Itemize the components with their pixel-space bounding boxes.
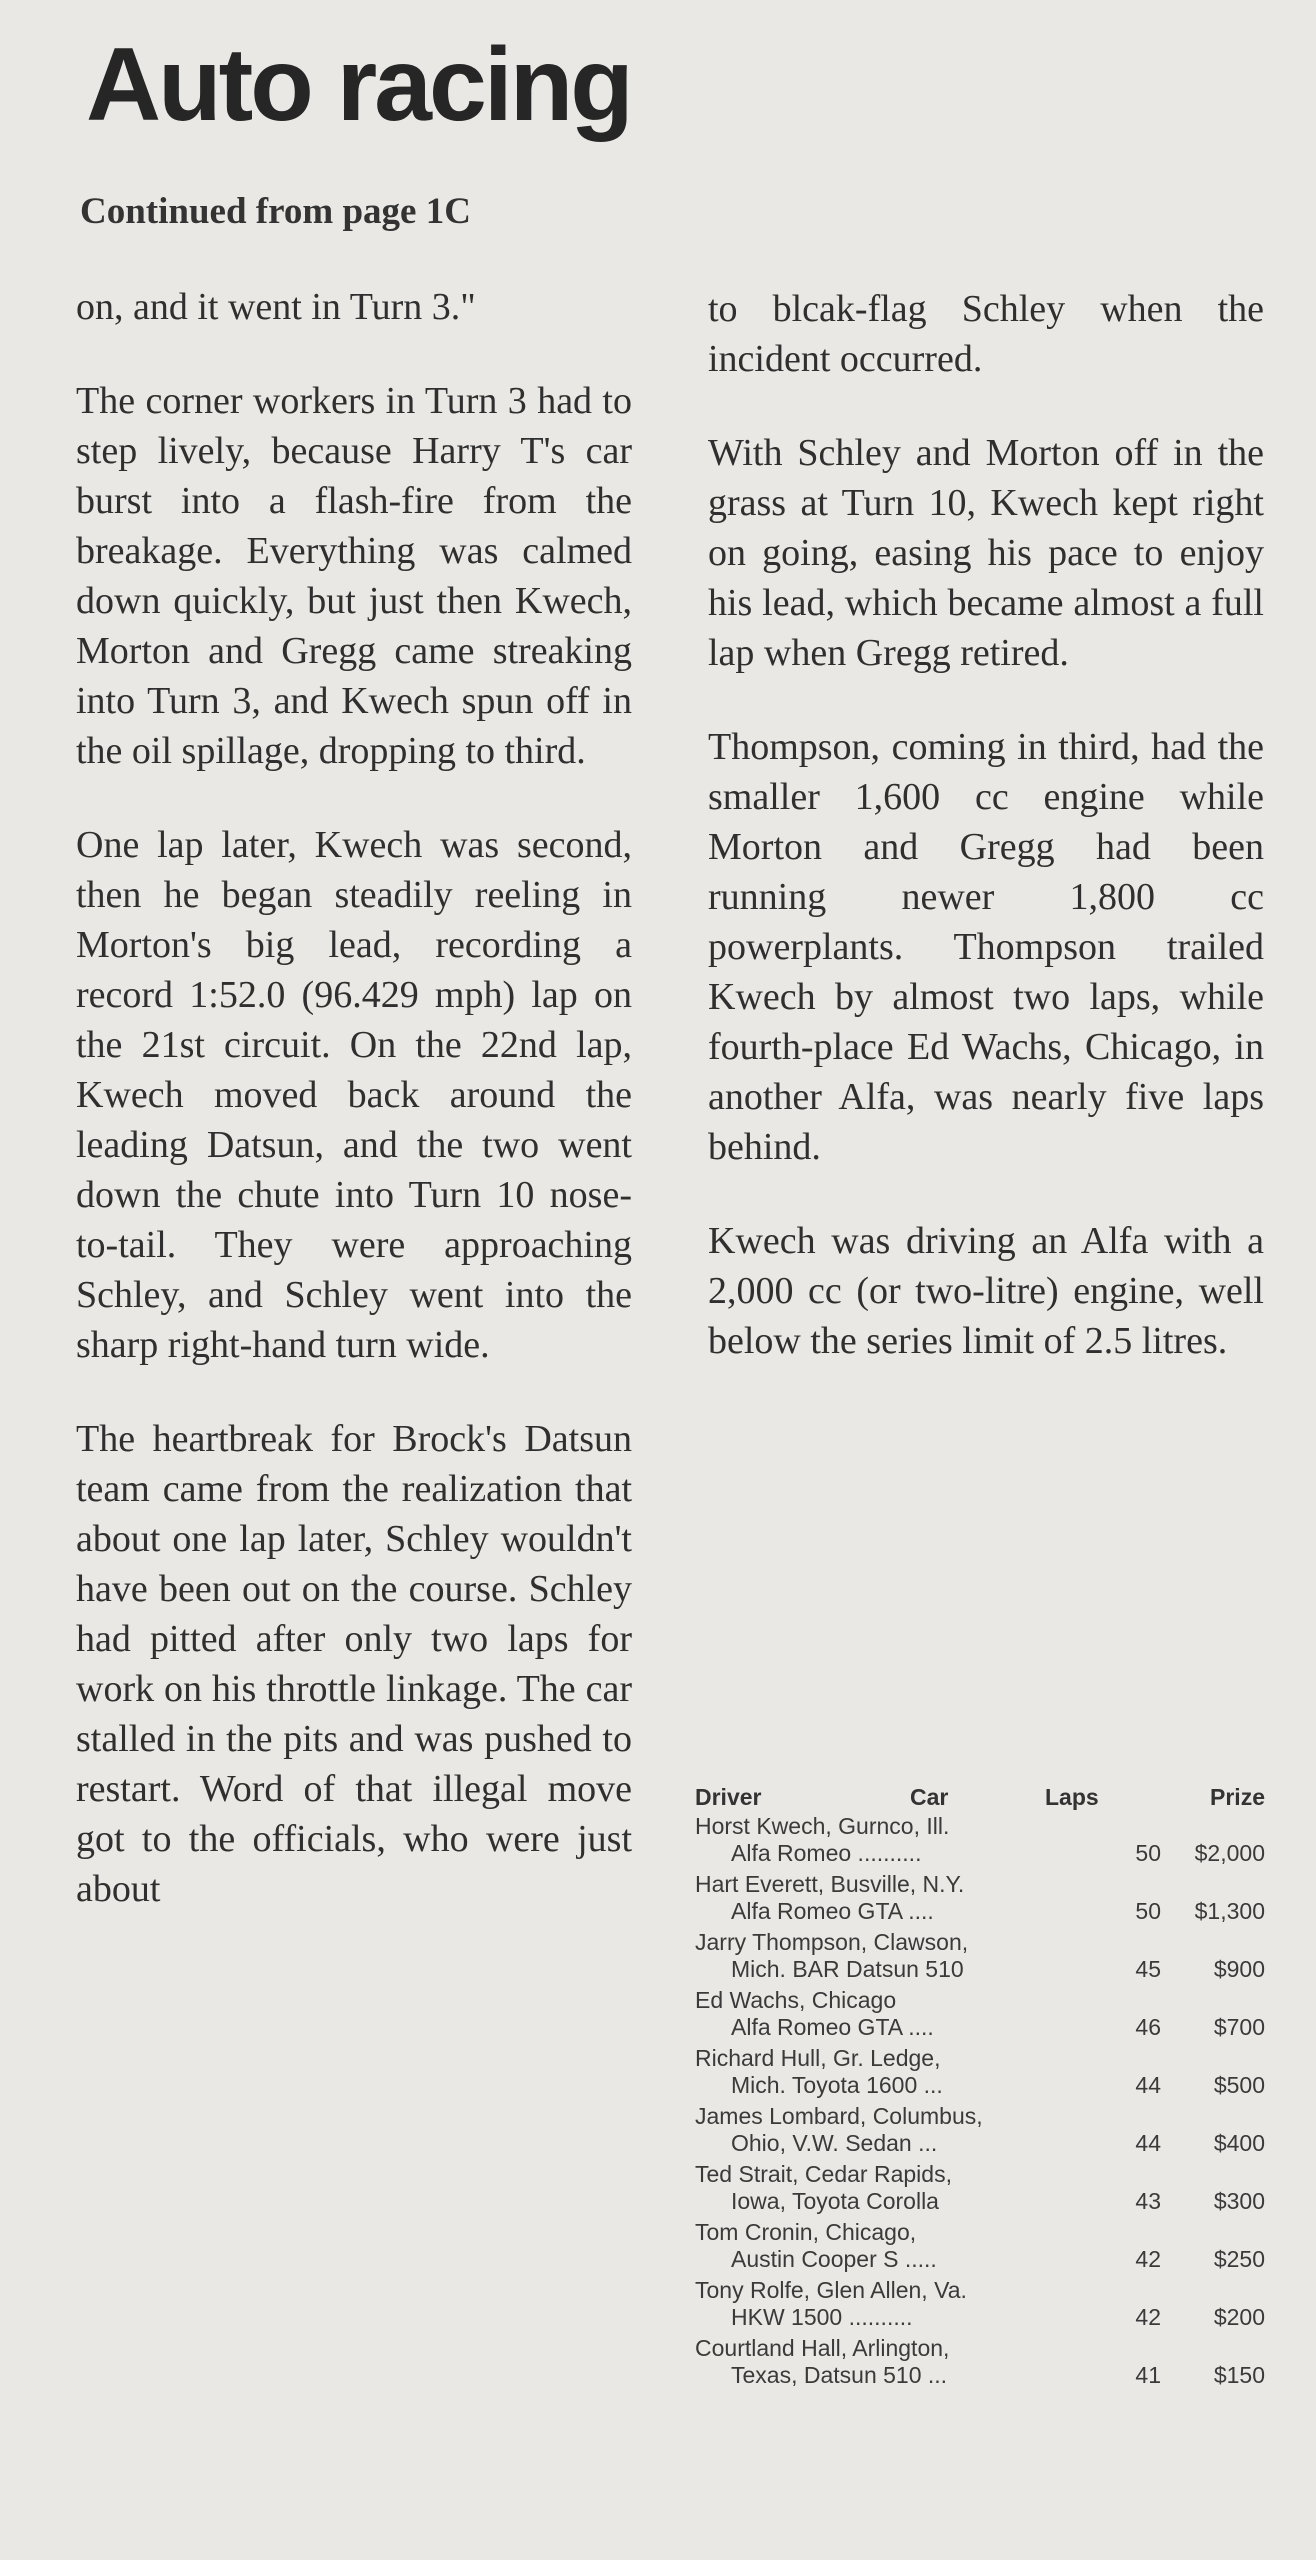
entry-car: Mich. BAR Datsun 510 (731, 1956, 964, 1982)
entry-detail (695, 2072, 1265, 2099)
entry-laps: 41 (1135, 2362, 1161, 2388)
entry-car: Ohio, V.W. Sedan ... (731, 2130, 938, 2156)
entry-driver: Tony Rolfe, Glen Allen, Va. (695, 2277, 967, 2303)
entry-detail (695, 2188, 1265, 2215)
right-column (708, 284, 1264, 1410)
results-row (695, 2161, 1265, 2215)
entry-driver: Horst Kwech, Gurnco, Ill. (695, 1813, 950, 1839)
entry-car: Texas, Datsun 510 ... (731, 2362, 948, 2388)
entry-car: Alfa Romeo .......... (731, 1840, 922, 1866)
article-paragraph: Kwech was driving an Alfa with a 2,000 cc (or two-litre) engine, well below the series limit of 2.5 litres. (708, 1220, 1264, 1362)
results-header (695, 1784, 1265, 1811)
headline: Auto racing (86, 27, 631, 143)
entry-driver: Tom Cronin, Chicago, (695, 2219, 917, 2245)
entry-driver: James Lombard, Columbus, (695, 2103, 983, 2129)
entry-car: HKW 1500 .......... (731, 2304, 913, 2330)
left-column (76, 282, 632, 1958)
entry-detail (695, 1840, 1265, 1867)
results-row (695, 2277, 1265, 2331)
entry-driver: Courtland Hall, Arlington, (695, 2335, 950, 2361)
entry-car: Austin Cooper S ..... (731, 2246, 937, 2272)
entry-prize: $200 (1213, 2304, 1265, 2330)
entry-detail (695, 1956, 1265, 1983)
entry-car: Iowa, Toyota Corolla (731, 2188, 939, 2214)
entry-prize: $900 (1213, 1956, 1265, 1982)
entry-driver: Ted Strait, Cedar Rapids, (695, 2161, 952, 2187)
header-car: Car (910, 1784, 949, 1810)
article-paragraph: on, and it went in Turn 3." (76, 286, 476, 328)
entry-prize: $400 (1213, 2130, 1265, 2156)
entry-car: Alfa Romeo GTA .... (731, 1898, 934, 1924)
header-laps: Laps (1045, 1784, 1099, 1810)
results-row (695, 1929, 1265, 1983)
article-paragraph: Thompson, coming in third, had the smaller 1,600 cc engine while Morton and Gregg had been running newer 1,800 cc powerplants. Thompson trailed Kwech by almost two laps, while fourth-place Ed Wachs, Chicago, in another Alfa, was nearly five laps behind. (708, 726, 1264, 1168)
results-row (695, 2103, 1265, 2157)
article-paragraph: The heartbreak for Brock's Datsun team came from the realization that about one lap later, Schley wouldn't have been out on the course. Schley had pitted after only two laps for work on his throttle linkage. The car stalled in the pits and was pushed to restart. Word of that illegal move got to the officials, who were just about (76, 1418, 632, 1910)
entry-detail (695, 2014, 1265, 2041)
article-paragraph: The corner workers in Turn 3 had to step lively, because Harry T's car burst into a flash-fire from the breakage. Everything was calmed down quickly, but just then Kwech, Morton and Gregg came streaking into Turn 3, and Kwech spun off in the oil spillage, dropping to third. (76, 380, 632, 772)
entry-laps: 45 (1135, 1956, 1161, 1982)
entry-laps: 50 (1135, 1840, 1161, 1866)
header-driver: Driver (695, 1784, 762, 1810)
article-paragraph: With Schley and Morton off in the grass at Turn 10, Kwech kept right on going, easing his pace to enjoy his lead, which became almost a full lap when Gregg retired. (708, 432, 1264, 674)
entry-prize: $1,300 (1194, 1898, 1265, 1924)
entry-prize: $500 (1213, 2072, 1265, 2098)
entry-detail (695, 1898, 1265, 1925)
entry-laps: 44 (1135, 2130, 1161, 2156)
entry-car: Mich. Toyota 1600 ... (731, 2072, 943, 2098)
entry-driver: Ed Wachs, Chicago (695, 1987, 897, 2013)
continued-line: Continued from page 1C (80, 191, 471, 232)
article-paragraph: to blcak-flag Schley when the incident occurred. (708, 288, 1264, 380)
entry-detail (695, 2130, 1265, 2157)
entry-driver: Hart Everett, Busville, N.Y. (695, 1871, 965, 1897)
entry-prize: $2,000 (1194, 1840, 1265, 1866)
results-entries (695, 1813, 1265, 2389)
entry-prize: $250 (1213, 2246, 1265, 2272)
entry-detail (695, 2362, 1265, 2389)
results-row (695, 2335, 1265, 2389)
entry-detail (695, 2246, 1265, 2273)
entry-laps: 50 (1135, 1898, 1161, 1924)
results-row (695, 1813, 1265, 1867)
entry-laps: 42 (1135, 2246, 1161, 2272)
header-prize: Prize (1210, 1784, 1265, 1810)
entry-laps: 46 (1135, 2014, 1161, 2040)
entry-laps: 43 (1135, 2188, 1161, 2214)
entry-driver: Richard Hull, Gr. Ledge, (695, 2045, 941, 2071)
entry-prize: $150 (1213, 2362, 1265, 2388)
results-row (695, 1871, 1265, 1925)
results-row (695, 2045, 1265, 2099)
entry-laps: 42 (1135, 2304, 1161, 2330)
article-paragraph: One lap later, Kwech was second, then he began steadily reeling in Morton's big lead, recording a record 1:52.0 (96.429 mph) lap on the 21st circuit. On the 22nd lap, Kwech moved back around the leading Datsun, and the two went down the chute into Turn 10 nose-to-tail. They were approaching Schley, and Schley went into the sharp right-hand turn wide. (76, 824, 632, 1366)
results-row (695, 1987, 1265, 2041)
race-results-table (695, 1784, 1265, 2393)
results-row (695, 2219, 1265, 2273)
entry-driver: Jarry Thompson, Clawson, (695, 1929, 969, 1955)
entry-prize: $300 (1213, 2188, 1265, 2214)
entry-laps: 44 (1135, 2072, 1161, 2098)
entry-car: Alfa Romeo GTA .... (731, 2014, 934, 2040)
entry-detail (695, 2304, 1265, 2331)
entry-prize: $700 (1213, 2014, 1265, 2040)
